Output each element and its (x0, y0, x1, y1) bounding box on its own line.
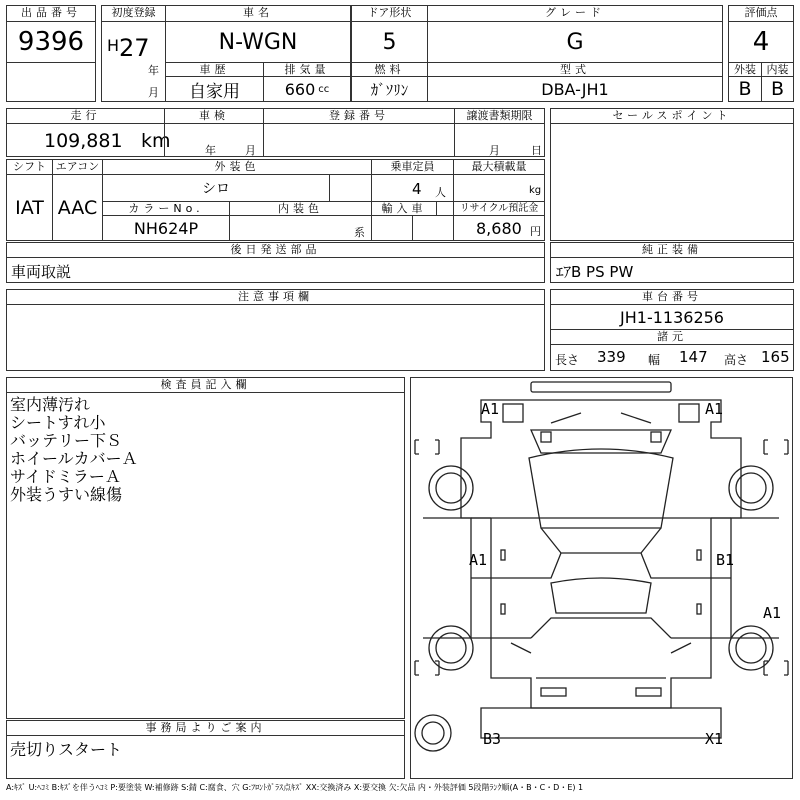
ext-label: 外装 (728, 62, 762, 77)
model-label: 型式 (427, 62, 723, 77)
month-unit: 月 (148, 86, 159, 99)
int-color-unit: 系 (354, 226, 365, 239)
dims-label: 諸元 (550, 329, 794, 345)
ext-grade: B (728, 76, 762, 102)
len-value: 339 (597, 348, 626, 366)
mileage-box (6, 123, 171, 157)
transfer-label: 譲渡書類期限 (454, 108, 545, 124)
transfer-box (454, 123, 545, 157)
inspection-box (164, 123, 264, 157)
note-line: 外装うすい線傷 (10, 485, 123, 504)
office-box (6, 735, 405, 779)
fuel-value: ｶﾞｿﾘﾝ (351, 76, 428, 102)
import-box (371, 215, 413, 241)
history-label: 車歴 (165, 62, 264, 77)
reg-year: 27 (119, 34, 150, 62)
equip-box (550, 257, 794, 283)
len-label: 長さ (555, 353, 580, 367)
first-reg-label: 初度登録 (101, 5, 166, 22)
lot-blank (6, 62, 96, 102)
damage-mark: A1 (705, 400, 724, 418)
inspector-label: 検査員記入欄 (6, 377, 405, 393)
name-value: N-WGN (165, 21, 351, 63)
recycle-value: 8,680 (476, 219, 522, 238)
ext-color-label: 外装色 (102, 159, 372, 175)
note-line: バッテリー下Ｓ (10, 431, 123, 450)
shift-value: IAT (6, 174, 53, 241)
lot-value: 9396 (6, 21, 96, 63)
car-outline (411, 378, 792, 778)
year-unit: 年 (148, 64, 159, 77)
int-label: 内装 (761, 62, 794, 77)
chassis-label: 車台番号 (550, 289, 794, 305)
dims-box (550, 344, 794, 371)
history-value: 自家用 (165, 76, 264, 102)
color-no-value: NH624P (102, 215, 230, 241)
note-line: シートすれ小 (10, 413, 106, 432)
color-no-label: カラーNo. (102, 201, 230, 216)
caution-box (6, 304, 545, 371)
note-line: 室内薄汚れ (10, 395, 91, 414)
grade-label: グレード (427, 5, 723, 22)
width-label: 幅 (648, 353, 661, 367)
disp-unit: cc (318, 83, 330, 95)
recycle-unit: 円 (530, 225, 541, 238)
mileage-label: 走行 (6, 108, 165, 124)
damage-mark: B1 (716, 551, 735, 569)
office-label: 事務局よりご案内 (6, 720, 405, 736)
legend-footer: A:ｷｽﾞ U:ﾍｺﾐ B:ｷｽﾞを伴うﾍｺﾐ P:要塗装 W:補修跡 S:錆 C:腐食、穴 G:ﾌﾛﾝﾄｶﾞﾗｽ点ｷｽﾞ XX:交換済み X:要交換 欠:欠品 内・外装評価 5段階ﾗﾝｸ順(A・B・C・D・E) 1 (6, 783, 584, 792)
inspection-label: 車検 (164, 108, 264, 124)
door-value: 5 (351, 21, 428, 63)
disp-label: 排気量 (263, 62, 351, 77)
cap-value: 4 (412, 180, 422, 198)
import-label: 輸入車 (371, 201, 437, 216)
later-parts-label: 後日発送部品 (6, 242, 545, 258)
inspector-notes (10, 396, 138, 504)
int-color-box (229, 215, 372, 241)
score-label: 評価点 (728, 5, 794, 22)
era: H (107, 36, 120, 55)
ext-color-sub (329, 174, 372, 202)
car-diagram (410, 377, 793, 779)
first-reg-box (101, 21, 166, 102)
reg-box (263, 123, 455, 157)
disp-box (263, 76, 351, 102)
height-label: 高さ (724, 353, 749, 367)
mileage-unit: km (141, 130, 171, 152)
later-parts-box (6, 257, 545, 283)
width-value: 147 (679, 348, 708, 366)
damage-mark: X1 (705, 730, 724, 748)
score-value: 4 (728, 21, 794, 63)
mileage-value: 109,881 (44, 130, 123, 152)
damage-mark: B3 (483, 730, 502, 748)
load-unit: kg (529, 185, 542, 196)
equip-label: 純正装備 (550, 242, 794, 258)
damage-mark: A1 (763, 604, 782, 622)
recycle-box (453, 215, 545, 241)
cap-box (371, 174, 454, 202)
load-label: 最大積載量 (453, 159, 545, 175)
ext-color-value: シロ (102, 174, 330, 202)
inspector-box (6, 392, 405, 719)
office-value: 売切りスタート (10, 740, 123, 759)
sales-box (550, 123, 794, 241)
reg-label: 登録番号 (263, 108, 455, 124)
tr-day: 日 (531, 144, 542, 157)
model-value: DBA-JH1 (427, 76, 723, 102)
cap-label: 乗車定員 (371, 159, 454, 175)
load-box (453, 174, 545, 202)
int-color-label: 内装色 (229, 201, 372, 216)
sales-label: セールスポイント (550, 108, 794, 124)
recycle-label: リサイクル預託金 (453, 201, 545, 216)
shift-label: シフト (6, 159, 53, 175)
ac-label: エアコン (52, 159, 103, 175)
equip-value: ｴｱB PS PW (556, 263, 634, 281)
cap-unit: 人 (435, 186, 446, 199)
insp-year: 年 (205, 144, 216, 157)
lot-label: 出品番号 (6, 5, 96, 22)
later-parts-value: 車両取説 (11, 263, 72, 281)
disp-value: 660 (284, 79, 316, 99)
tr-month: 月 (489, 144, 500, 157)
fuel-label: 燃料 (351, 62, 428, 77)
height-value: 165 (761, 348, 790, 366)
damage-mark: A1 (469, 551, 488, 569)
caution-label: 注意事項欄 (6, 289, 545, 305)
chassis-value: JH1-1136256 (550, 304, 794, 330)
import-box-2 (412, 215, 454, 241)
damage-mark: A1 (481, 400, 500, 418)
door-label: ドア形状 (351, 5, 428, 22)
insp-month: 月 (245, 144, 256, 157)
name-label: 車名 (165, 5, 351, 22)
ac-value: AAC (52, 174, 103, 241)
int-grade: B (761, 76, 794, 102)
grade-value: G (427, 21, 723, 63)
note-line: サイドミラーＡ (10, 467, 121, 486)
note-line: ホイールカバーＡ (10, 449, 138, 468)
